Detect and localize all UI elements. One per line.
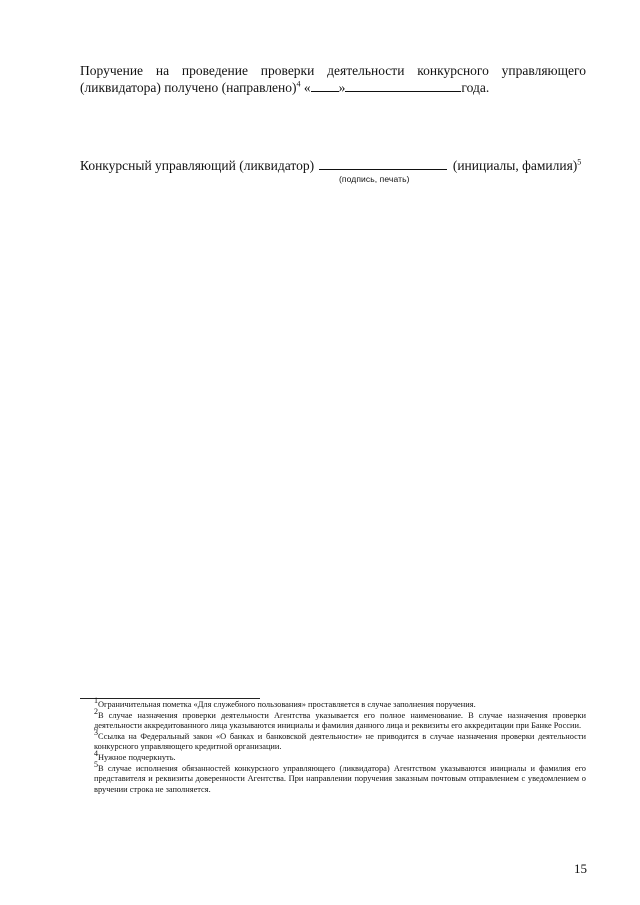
word: Поручение	[80, 63, 144, 78]
order-line-1	[80, 62, 586, 79]
quote-open: «	[300, 80, 311, 95]
footnote-text: В случае исполнения обязанностей конкурсного управляющего (ликвидатора) Агентством указываются инициалы и фамилия его представителя и реквизиты доверенности Агентства. При направлении поручения заказным почтовым отправлением с уведомлением о вручении строка не заполняется.	[94, 763, 586, 794]
footnote-number: 3	[94, 727, 98, 737]
month-blank-field[interactable]	[345, 79, 461, 92]
signature-label: Конкурсный управляющий (ликвидатор)	[80, 158, 315, 173]
footnote-text: В случае назначения проверки деятельности Агентства указывается его полное наименование. В случае назначения проверки деятельности аккредитованного лица указываются инициалы и фамилия данного лица и реквизиты его аккредитации при Банке России.	[94, 710, 586, 731]
footnote-1	[94, 696, 586, 711]
footnote-number: 5	[94, 759, 98, 769]
order-received-paragraph	[80, 62, 586, 96]
order-line-2	[80, 79, 586, 96]
order-text: (ликвидатора) получено (направлено)	[80, 80, 297, 95]
quote-close: »	[338, 80, 346, 95]
page-number: 15	[574, 861, 587, 876]
signature-blank-field[interactable]	[319, 157, 447, 170]
footnote-ref-4: 4	[296, 79, 301, 89]
footnote-text: Ограничительная пометка «Для служебного пользования» проставляется в случае заполнения поручения.	[98, 700, 476, 709]
signature-caption: (подпись, печать)	[339, 174, 410, 184]
word: управляющего	[501, 63, 586, 78]
day-blank-field[interactable]	[311, 79, 339, 92]
word: конкурсного	[417, 63, 489, 78]
footnote-text: Ссылка на Федеральный закон «О банках и банковской деятельности» не приводится в случае назначения проверки деятельности конкурсного управляющего кредитной организации.	[94, 731, 586, 752]
footnote-text: Нужное подчеркнуть.	[98, 752, 176, 762]
footnote-number: 1	[94, 696, 98, 706]
word: на	[155, 63, 170, 78]
signature-line	[80, 157, 600, 174]
footnote-2	[94, 706, 586, 732]
footnote-5	[94, 759, 586, 796]
year-label: года.	[461, 80, 490, 95]
footnote-number: 2	[94, 706, 98, 716]
word: проверки	[260, 63, 315, 78]
footnotes	[94, 696, 586, 795]
word: деятельности	[327, 63, 405, 78]
word: проведение	[181, 63, 248, 78]
initials-surname-label: (инициалы, фамилия)	[452, 158, 578, 173]
footnote-ref-5: 5	[577, 157, 582, 167]
footnote-3	[94, 727, 586, 753]
footnote-number: 4	[94, 749, 98, 759]
footnote-4	[94, 749, 586, 764]
footnote-divider	[80, 698, 260, 699]
